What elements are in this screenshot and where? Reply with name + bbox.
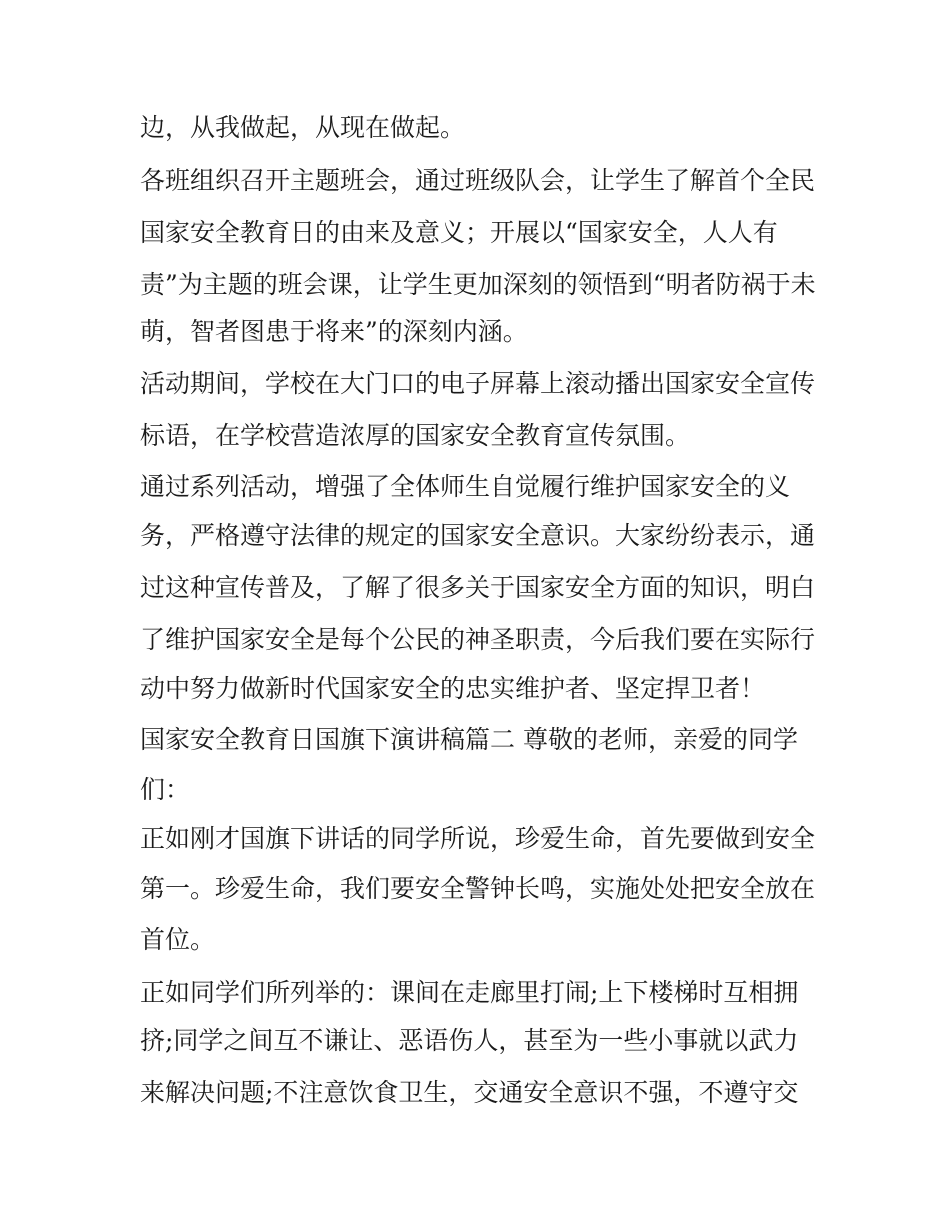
text-line: 动中努力做新时代国家安全的忠实维护者、坚定捍卫者！ [140,674,766,703]
text-line: 边，从我做起，从现在做起。 [140,113,466,142]
text-line: 第一。珍爱生命，我们要安全警钟长鸣，实施处处把安全放在 [140,874,816,903]
text-line: 首位。 [140,925,216,954]
text-line: 责”为主题的班会课，让学生更加深刻的领悟到“明者防祸于未 [140,270,816,299]
text-line: 标语，在学校营造浓厚的国家安全教育宣传氛围。 [140,421,691,450]
text-line: 来解决问题;不注意饮食卫生，交通安全意识不强，不遵守交 [140,1078,799,1107]
text-line: 正如同学们所列举的：课间在走廊里打闹;上下楼梯时互相拥 [140,978,799,1007]
text-line: 过这种宣传普及，了解了很多关于国家安全方面的知识，明白 [140,573,816,602]
text-line: 萌，智者图患于将来”的深刻内涵。 [140,317,528,346]
text-line: 活动期间，学校在大门口的电子屏幕上滚动播出国家安全宣传 [140,369,816,398]
text-line: 国家安全教育日国旗下演讲稿篇二 尊敬的老师，亲爱的同学 [140,725,798,754]
text-line: 各班组织召开主题班会，通过班级队会，让学生了解首个全民 [140,166,816,195]
text-line: 通过系列活动，增强了全体师生自觉履行维护国家安全的义 [140,472,791,501]
text-line: 正如刚才国旗下讲话的同学所说，珍爱生命，首先要做到安全 [140,824,816,853]
text-line: 务，严格遵守法律的规定的国家安全意识。大家纷纷表示，通 [140,521,816,550]
text-line: 国家安全教育日的由来及意义；开展以“国家安全，人人有 [140,218,778,247]
text-line: 们： [140,775,191,804]
text-line: 了维护国家安全是每个公民的神圣职责，今后我们要在实际行 [140,625,816,654]
text-line: 挤;同学之间互不谦让、恶语伤人，甚至为一些小事就以武力 [140,1026,799,1055]
